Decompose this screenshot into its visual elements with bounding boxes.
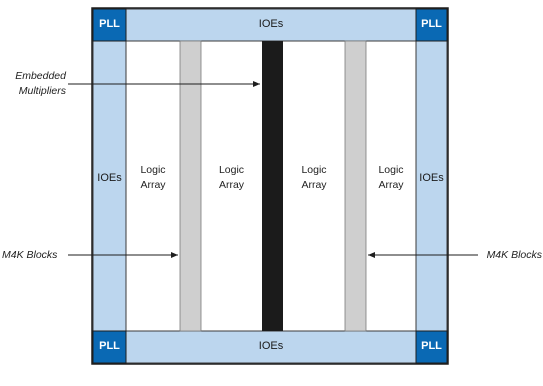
pll-label-bottom-left: PLL bbox=[99, 340, 120, 352]
ioe-right-column bbox=[416, 41, 447, 331]
logic-array-3-line1: Logic bbox=[301, 164, 327, 176]
ioes-label-right: IOEs bbox=[419, 172, 444, 184]
m4k-blocks-callout-right: M4K Blocks bbox=[486, 249, 542, 261]
logic-array-label-2 bbox=[201, 163, 262, 193]
logic-array-3-line2: Array bbox=[301, 179, 327, 191]
logic-array-1-line1: Logic bbox=[140, 164, 166, 176]
logic-array-2-line2: Array bbox=[218, 179, 245, 191]
logic-array-label-4 bbox=[366, 163, 416, 193]
logic-array-label-1 bbox=[126, 163, 180, 193]
embedded-multipliers-line1: Embedded bbox=[15, 70, 66, 82]
embedded-multipliers-line2: Multipliers bbox=[18, 85, 66, 97]
ioes-label-left: IOEs bbox=[97, 172, 122, 184]
m4k-column-right bbox=[345, 41, 366, 331]
pll-label-bottom-right: PLL bbox=[421, 340, 442, 352]
ioes-label-top: IOEs bbox=[258, 18, 284, 30]
pll-label-top-right: PLL bbox=[421, 18, 442, 30]
logic-array-label-3 bbox=[283, 163, 345, 193]
logic-array-4-line2: Array bbox=[378, 179, 404, 191]
ioes-label-bottom: IOEs bbox=[258, 340, 284, 352]
embedded-multiplier-column bbox=[262, 41, 283, 331]
m4k-blocks-callout-left: M4K Blocks bbox=[2, 249, 58, 261]
logic-array-4-line1: Logic bbox=[378, 164, 404, 176]
pll-label-top-left: PLL bbox=[99, 18, 120, 30]
embedded-multipliers-callout bbox=[2, 69, 66, 99]
logic-array-1-line2: Array bbox=[140, 179, 166, 191]
logic-array-2-line1: Logic bbox=[218, 164, 245, 176]
